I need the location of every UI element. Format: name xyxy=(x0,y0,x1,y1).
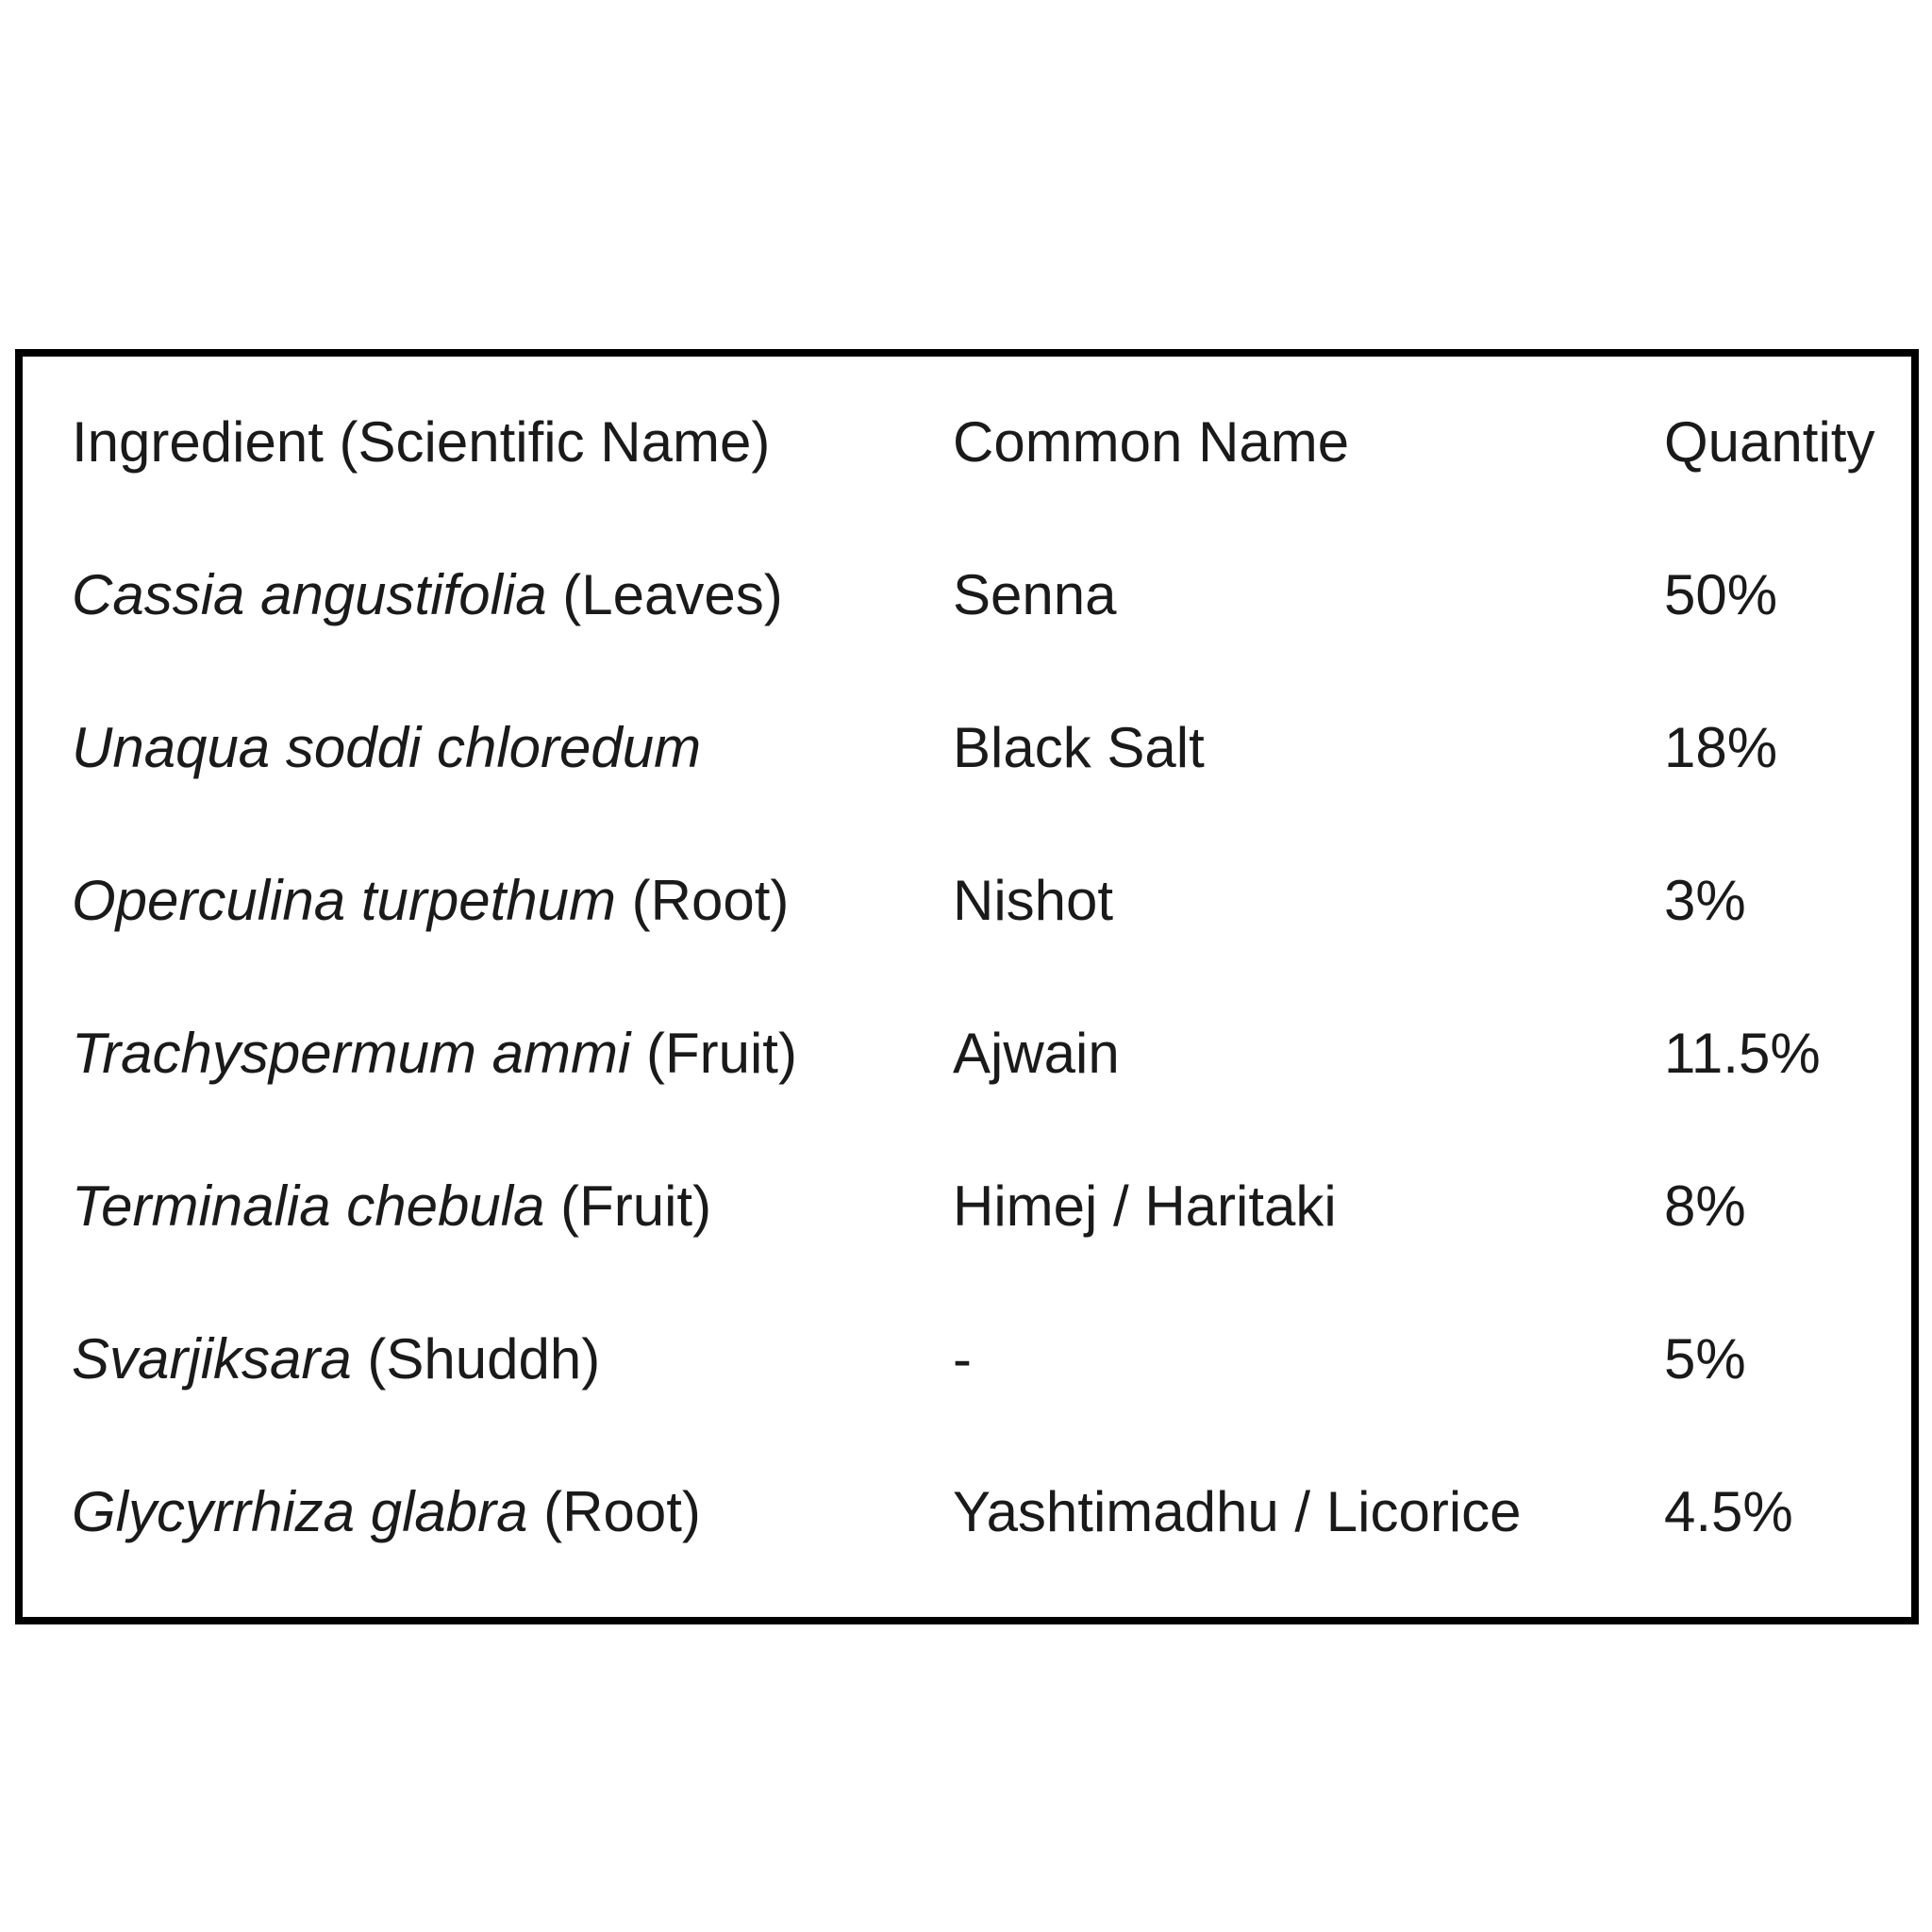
plant-part: (Fruit) xyxy=(630,1022,797,1085)
table-row xyxy=(23,696,1911,800)
scientific-name: Glycyrrhiza glabra xyxy=(72,1480,528,1543)
scientific-name: Cassia angustifolia xyxy=(72,563,547,626)
table-row xyxy=(23,1155,1911,1258)
common-name-cell: Black Salt xyxy=(953,716,1205,779)
quantity-cell: 3% xyxy=(1664,869,1746,932)
header-quantity: Quantity xyxy=(1664,410,1875,474)
ingredient-cell xyxy=(72,1460,701,1564)
scientific-name: Svarjiksara xyxy=(72,1327,352,1391)
table-row xyxy=(23,1460,1911,1564)
quantity-cell: 8% xyxy=(1664,1174,1746,1238)
ingredient-cell xyxy=(72,849,789,953)
common-name-cell: Nishot xyxy=(953,869,1114,932)
table-row xyxy=(23,543,1911,647)
quantity-cell: 5% xyxy=(1664,1327,1746,1391)
common-name-cell: Senna xyxy=(953,563,1117,626)
plant-part: (Fruit) xyxy=(544,1174,712,1238)
ingredient-cell xyxy=(72,543,783,647)
plant-part: (Shuddh) xyxy=(351,1327,601,1391)
common-name-cell: Yashtimadhu / Licorice xyxy=(953,1480,1522,1543)
quantity-cell: 18% xyxy=(1664,716,1778,779)
common-name-cell: Himej / Haritaki xyxy=(953,1174,1337,1238)
quantity-cell: 4.5% xyxy=(1664,1480,1793,1543)
scientific-name: Unaqua soddi chloredum xyxy=(72,716,702,779)
header-common-name: Common Name xyxy=(953,410,1350,474)
common-name-cell: - xyxy=(953,1327,972,1391)
table-row xyxy=(23,1002,1911,1106)
common-name-cell: Ajwain xyxy=(953,1022,1120,1085)
header-ingredient: Ingredient (Scientific Name) xyxy=(72,410,771,474)
ingredient-cell xyxy=(72,1155,711,1258)
table-header-row xyxy=(23,391,1911,494)
ingredient-cell xyxy=(72,696,701,800)
plant-part: (Root) xyxy=(615,869,790,932)
table-row xyxy=(23,1307,1911,1411)
table-row xyxy=(23,849,1911,953)
ingredient-cell xyxy=(72,1002,797,1106)
plant-part: (Root) xyxy=(527,1480,701,1543)
ingredient-cell xyxy=(72,1307,600,1411)
plant-part: (Leaves) xyxy=(546,563,783,626)
scientific-name: Trachyspermum ammi xyxy=(72,1022,631,1085)
quantity-cell: 11.5% xyxy=(1664,1022,1821,1085)
scientific-name: Operculina turpethum xyxy=(72,869,616,932)
quantity-cell: 50% xyxy=(1664,563,1778,626)
scientific-name: Terminalia chebula xyxy=(72,1174,545,1238)
ingredients-table xyxy=(15,349,1919,1624)
